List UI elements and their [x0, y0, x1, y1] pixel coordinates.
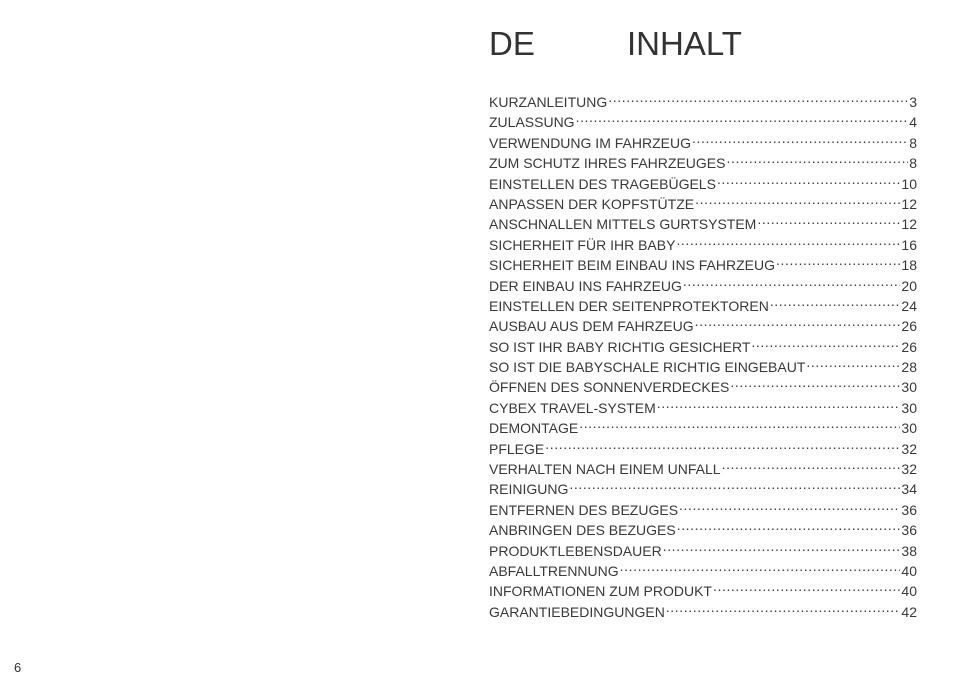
toc-entry[interactable] [489, 209, 917, 229]
toc-entry[interactable] [489, 148, 917, 168]
toc-leader-dots [726, 148, 908, 168]
toc-entry[interactable] [489, 169, 917, 189]
toc-entry-page: 30 [901, 399, 917, 414]
toc-entry[interactable] [489, 474, 917, 494]
toc-entry-page: 20 [901, 277, 917, 291]
toc-entry-page: 28 [901, 359, 917, 373]
toc-entry-label: CYBEX TRAVEL-SYSTEM [489, 399, 656, 414]
toc-entry[interactable] [489, 413, 917, 433]
toc-entry-label: VERHALTEN NACH EINEM UNFALL [489, 461, 721, 475]
toc-entry-label: KURZANLEITUNG [489, 94, 608, 108]
toc-entry-page: 42 [901, 603, 917, 618]
toc-leader-dots [751, 332, 900, 352]
toc-leader-dots [770, 291, 901, 311]
toc-entry-page: 24 [901, 297, 917, 312]
page-number: 6 [14, 660, 22, 675]
toc-leader-dots [545, 434, 900, 454]
toc-entry[interactable] [489, 311, 917, 331]
toc-entry[interactable] [489, 372, 917, 392]
toc-entry-label: INFORMATIONEN ZUM PRODUKT [489, 583, 712, 597]
page-header [489, 26, 929, 66]
toc-entry[interactable] [489, 271, 917, 291]
toc-entry[interactable] [489, 495, 917, 515]
toc-entry-label: SICHERHEIT BEIM EINBAU INS FAHRZEUG [489, 257, 776, 271]
toc-entry[interactable] [489, 454, 917, 474]
toc-entry-label: ANSCHNALLEN MITTELS GURTSYSTEM [489, 216, 757, 230]
toc-entry-page: 30 [901, 379, 917, 393]
toc-entry-label: SICHERHEIT FÜR IHR BABY [489, 236, 676, 251]
toc-leader-dots [620, 556, 901, 576]
toc-entry-page: 16 [901, 236, 917, 251]
toc-entry-label: EINSTELLEN DES TRAGEBÜGELS [489, 175, 716, 189]
toc-entry-page: 8 [909, 134, 917, 149]
toc-leader-dots [608, 87, 908, 107]
toc-entry-label: DEMONTAGE [489, 420, 579, 434]
toc-leader-dots [713, 576, 900, 596]
toc-entry-label: ANBRINGEN DES BEZUGES [489, 522, 676, 536]
toc-entry-page: 34 [901, 481, 917, 495]
toc-entry-page: 26 [901, 318, 917, 332]
toc-leader-dots [679, 495, 900, 515]
toc-entry-page: 12 [901, 195, 917, 210]
toc-entry-page: 32 [901, 440, 917, 455]
toc-leader-dots [576, 107, 909, 127]
toc-entry-page: 3 [909, 94, 917, 108]
toc-entry[interactable] [489, 128, 917, 148]
toc-leader-dots [657, 393, 901, 413]
toc-entry[interactable] [489, 597, 917, 617]
toc-leader-dots [666, 597, 901, 617]
toc-entry[interactable] [489, 556, 917, 576]
toc-leader-dots [776, 250, 900, 270]
toc-entry-page: 36 [901, 501, 917, 516]
toc-entry-page: 32 [901, 461, 917, 475]
toc-entry-label: PFLEGE [489, 440, 545, 455]
toc-leader-dots [806, 352, 900, 372]
toc-entry[interactable] [489, 515, 917, 535]
toc-entry[interactable] [489, 87, 917, 107]
toc-leader-dots [677, 515, 901, 535]
toc-leader-dots [683, 271, 901, 291]
toc-entry-label: SO IST DIE BABYSCHALE RICHTIG EINGEBAUT [489, 359, 806, 373]
toc-leader-dots [695, 311, 901, 331]
toc-leader-dots [579, 413, 900, 433]
toc-entry[interactable] [489, 393, 917, 413]
toc-entry[interactable] [489, 291, 917, 311]
toc-entry-label: PRODUKTLEBENSDAUER [489, 542, 662, 556]
toc-entry[interactable] [489, 250, 917, 270]
toc-leader-dots [569, 474, 900, 494]
toc-entry[interactable] [489, 189, 917, 209]
toc-entry-label: ENTFERNEN DES BEZUGES [489, 501, 679, 516]
page-title: INHALT [627, 25, 742, 62]
toc-entry[interactable] [489, 107, 917, 127]
toc-leader-dots [663, 536, 901, 556]
toc-leader-dots [722, 454, 901, 474]
toc-entry-label: DER EINBAU INS FAHRZEUG [489, 277, 682, 291]
toc-entry[interactable] [489, 332, 917, 352]
toc-entry-page: 36 [901, 522, 917, 536]
toc-entry-page: 12 [901, 216, 917, 230]
toc-entry-label: VERWENDUNG IM FAHRZEUG [489, 134, 691, 149]
toc-entry-label: ABFALLTRENNUNG [489, 562, 619, 577]
toc-entry-page: 38 [901, 542, 917, 556]
toc-entry-page: 30 [901, 420, 917, 434]
toc-entry-label: REINIGUNG [489, 481, 569, 495]
toc-entry-label: ANPASSEN DER KOPFSTÜTZE [489, 195, 695, 210]
toc-leader-dots [717, 169, 900, 189]
toc-entry-page: 10 [901, 175, 917, 189]
toc-entry[interactable] [489, 352, 917, 372]
toc-leader-dots [757, 209, 900, 229]
toc-entry-label: SO IST IHR BABY RICHTIG GESICHERT [489, 338, 751, 353]
toc-entry-label: AUSBAU AUS DEM FAHRZEUG [489, 318, 694, 332]
toc-entry-label: ÖFFNEN DES SONNENVERDECKES [489, 379, 730, 393]
toc-entry-label: ZUM SCHUTZ IHRES FAHRZEUGES [489, 155, 726, 169]
toc-leader-dots [692, 128, 908, 148]
toc-entry[interactable] [489, 230, 917, 250]
toc-entry-page: 18 [901, 257, 917, 271]
toc-entry-page: 40 [901, 583, 917, 597]
toc-leader-dots [730, 372, 900, 392]
toc-entry-label: EINSTELLEN DER SEITENPROTEKTOREN [489, 297, 769, 312]
language-code: DE [489, 25, 535, 62]
table-of-contents [489, 87, 917, 617]
toc-entry-page: 8 [909, 155, 917, 169]
toc-entry[interactable] [489, 576, 917, 596]
toc-entry-page: 26 [901, 338, 917, 353]
toc-entry[interactable] [489, 434, 917, 454]
toc-leader-dots [676, 230, 900, 250]
toc-entry-label: ZULASSUNG [489, 114, 575, 128]
toc-leader-dots [695, 189, 900, 209]
toc-entry-label: GARANTIEBEDINGUNGEN [489, 603, 665, 618]
toc-entry-page: 4 [909, 114, 917, 128]
toc-entry-page: 40 [901, 562, 917, 577]
toc-entry[interactable] [489, 536, 917, 556]
